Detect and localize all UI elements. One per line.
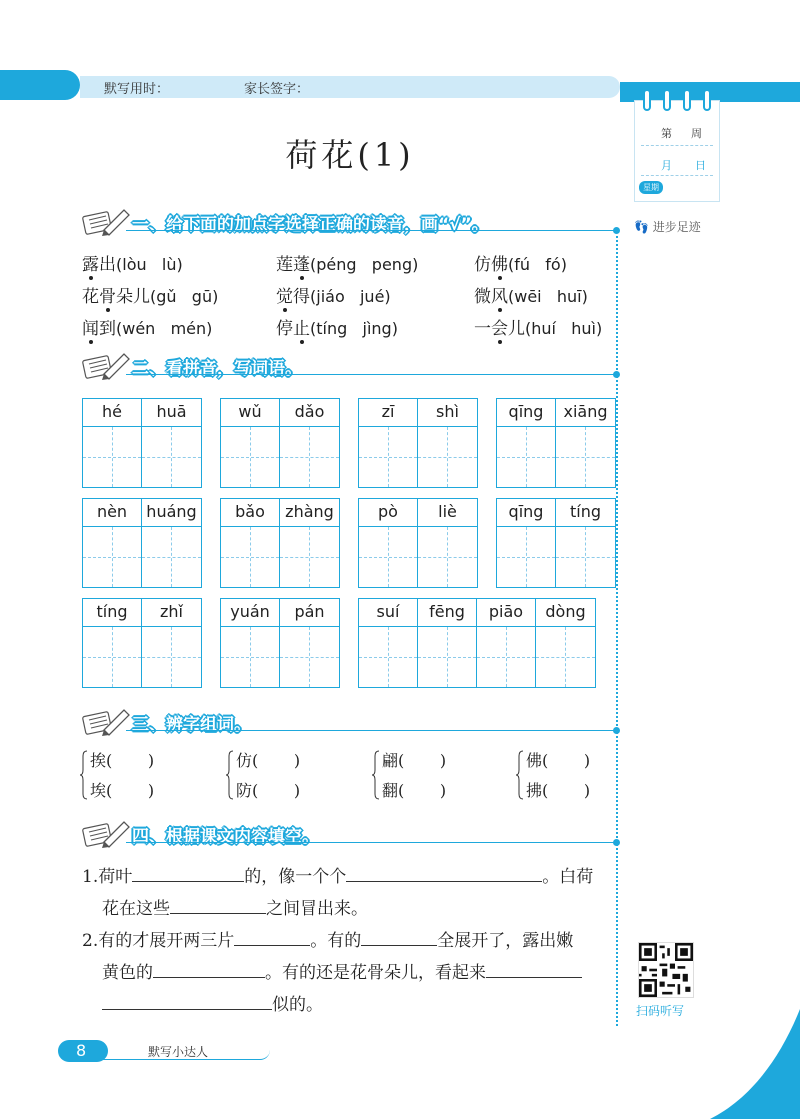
fill-question-2-line-1 (82, 930, 573, 951)
word-group-line[interactable]: 仿( ) (236, 751, 301, 770)
writing-cell[interactable] (142, 399, 201, 487)
word-group-line[interactable]: 拂( ) (526, 781, 591, 800)
section-4-title: 四、根据课文内容填空。 (132, 827, 319, 847)
brace-icon (516, 750, 524, 800)
answer-blank[interactable] (102, 994, 272, 1010)
writing-grid (358, 398, 478, 488)
grid-guide (526, 527, 527, 587)
pinyin-options[interactable]: (fú fó) (508, 255, 567, 274)
pinyin-label: wǔ (238, 402, 262, 421)
pinyin-choice-item (474, 282, 588, 307)
grid-guide (565, 627, 566, 687)
answer-blank[interactable] (234, 930, 310, 946)
pinyin-options[interactable]: (tíng jìng) (310, 319, 398, 338)
grid-guide (309, 427, 310, 487)
writing-grid (82, 498, 202, 588)
writing-cell[interactable] (477, 599, 536, 687)
pinyin-choice-item (276, 250, 418, 275)
writing-cell[interactable] (221, 599, 280, 687)
scan-listen-caption: 扫码听写 (636, 1004, 685, 1018)
pinyin-options[interactable]: (jiáo jué) (310, 287, 391, 306)
word-group (516, 748, 626, 806)
writing-cell[interactable] (221, 499, 280, 587)
word-group-line[interactable]: 防( ) (236, 781, 301, 800)
word-part: 儿 (508, 319, 525, 339)
pinyin-label: bǎo (235, 502, 265, 521)
writing-cell[interactable] (83, 499, 142, 587)
fill-question-2-line-2 (102, 962, 582, 983)
pinyin-choice-item (276, 282, 391, 307)
word-part: 得 (293, 287, 310, 307)
word-part: 一 (474, 319, 491, 339)
page-title: 荷花(1) (285, 136, 415, 174)
question-text: 有的才展开两三片 (98, 931, 235, 951)
section-underline (126, 730, 616, 731)
answer-blank[interactable] (361, 930, 437, 946)
pinyin-label: nèn (96, 502, 128, 521)
pinyin-options[interactable]: (wēi huī) (508, 287, 588, 306)
word-group-line[interactable]: 挨( ) (90, 751, 155, 770)
pinyin-options[interactable]: (wén mén) (116, 319, 213, 338)
footer-label: 默写小达人 (148, 1045, 209, 1059)
writing-grid (358, 598, 596, 688)
word-part: 莲 (276, 255, 293, 275)
writing-cell[interactable] (556, 399, 615, 487)
binder-ring-icon (663, 89, 671, 111)
writing-cell[interactable] (359, 399, 418, 487)
pencil-notebook-icon (80, 818, 132, 848)
pinyin-label: suí (376, 602, 400, 621)
grid-guide (309, 627, 310, 687)
section-3-title: 三、辨字组词。 (132, 715, 251, 735)
section-dot (613, 839, 620, 846)
section-2-title: 二、看拼音，写词语。 (132, 359, 302, 379)
pinyin-label: zhàng (285, 502, 334, 521)
dotted-character: 觉 (276, 282, 293, 307)
answer-blank[interactable] (346, 866, 542, 882)
fill-question-2-line-3 (102, 994, 323, 1015)
grid-guide (250, 427, 251, 487)
pinyin-options[interactable]: (gǔ gū) (150, 287, 219, 306)
pinyin-choice-item (474, 314, 602, 339)
grid-guide (447, 527, 448, 587)
writing-cell[interactable] (418, 399, 477, 487)
weekday-badge: 星期 (639, 181, 663, 194)
question-text: 似的。 (272, 995, 323, 1015)
dotted-character: 闻 (82, 314, 99, 339)
grid-guide (171, 427, 172, 487)
footprints-icon: 👣 (634, 220, 649, 234)
page-corner-decoration (710, 1009, 800, 1119)
section-underline (126, 230, 616, 231)
word-group (80, 748, 190, 806)
word-part: 到 (99, 319, 116, 339)
writing-grid (496, 398, 616, 488)
section-dot (613, 227, 620, 234)
section-1-header (76, 206, 616, 236)
section-3-header (76, 706, 616, 736)
pencil-notebook-icon (80, 350, 132, 380)
grid-guide (112, 527, 113, 587)
grid-guide (506, 627, 507, 687)
header-tab (0, 70, 80, 100)
word-part: 仿 (474, 255, 491, 275)
writing-cell[interactable] (497, 499, 556, 587)
brace-icon (226, 750, 234, 800)
question-text: 花在这些 (102, 899, 170, 919)
question-text: 黄色的 (102, 963, 153, 983)
pinyin-choice-item (82, 282, 218, 307)
week-prefix: 第 (661, 127, 672, 140)
word-group (372, 748, 482, 806)
writing-grid (82, 398, 202, 488)
section-underline (126, 842, 616, 843)
section-underline (126, 374, 616, 375)
question-text: 全展开了，露出嫩 (437, 931, 574, 951)
word-part: 出 (99, 255, 116, 275)
pinyin-label: xiāng (563, 402, 608, 421)
writing-cell[interactable] (536, 599, 595, 687)
dotted-character: 止 (293, 314, 310, 339)
dotted-character: 露 (82, 250, 99, 275)
pinyin-label: hé (102, 402, 122, 421)
writing-cell[interactable] (142, 599, 201, 687)
binder-ring-icon (683, 89, 691, 111)
writing-cell[interactable] (280, 399, 339, 487)
dotted-character: 会 (491, 314, 508, 339)
question-number: 2. (82, 931, 99, 951)
writing-grid (358, 498, 478, 588)
binder-ring-icon (703, 89, 711, 111)
fill-question-1-line-2 (102, 898, 368, 919)
writing-cell[interactable] (497, 399, 556, 487)
pinyin-label: qīng (508, 502, 544, 521)
grid-guide (585, 427, 586, 487)
pinyin-label: zī (381, 402, 395, 421)
writing-grid (82, 598, 202, 688)
question-text: 。有的还是花骨朵儿，看起来 (265, 963, 486, 983)
pinyin-options[interactable]: (péng peng) (310, 255, 419, 274)
writing-cell[interactable] (280, 599, 339, 687)
writing-grid (496, 498, 616, 588)
word-part: 花 (82, 287, 99, 307)
week-suffix: 周 (691, 127, 702, 140)
grid-guide (388, 527, 389, 587)
pencil-notebook-icon (80, 206, 132, 236)
grid-guide (250, 527, 251, 587)
dotted-character: 骨 (99, 282, 116, 307)
word-group (226, 748, 336, 806)
grid-guide (585, 527, 586, 587)
month-label: 月 (661, 159, 672, 172)
grid-guide (526, 427, 527, 487)
pinyin-choice-item (474, 250, 567, 275)
pinyin-choice-item (82, 314, 212, 339)
writing-grid (220, 598, 340, 688)
pinyin-label: dòng (545, 602, 586, 621)
grid-guide (447, 627, 448, 687)
qr-code-icon[interactable] (638, 942, 694, 998)
parent-signature-label: 家长签字： (244, 82, 310, 97)
pinyin-label: tíng (569, 502, 601, 521)
writing-cell[interactable] (83, 399, 142, 487)
writing-cell[interactable] (418, 599, 477, 687)
section-dot (613, 371, 620, 378)
side-dotted-line (616, 236, 618, 1026)
writing-grid (220, 398, 340, 488)
question-text: 。白荷 (542, 867, 594, 887)
grid-guide (388, 627, 389, 687)
word-group-line[interactable]: 翻( ) (382, 781, 447, 800)
brace-icon (80, 750, 88, 800)
pinyin-label: liè (438, 502, 457, 521)
question-text: 。有的 (310, 931, 362, 951)
pinyin-label: piāo (488, 602, 524, 621)
pinyin-label: dǎo (294, 402, 325, 421)
question-text: 的，像一个个 (244, 867, 347, 887)
writing-cell[interactable] (221, 399, 280, 487)
grid-guide (388, 427, 389, 487)
dotted-character: 佛 (491, 250, 508, 275)
grid-guide (112, 427, 113, 487)
pinyin-label: fēng (429, 602, 465, 621)
word-part: 微 (474, 287, 491, 307)
section-4-header (76, 818, 616, 848)
pinyin-options[interactable]: (lòu lù) (116, 255, 183, 274)
pinyin-options[interactable]: (huí huì) (525, 319, 603, 338)
grid-guide (112, 627, 113, 687)
section-dot (613, 727, 620, 734)
writing-cell[interactable] (556, 499, 615, 587)
answer-blank[interactable] (132, 866, 244, 882)
section-1-title: 一、给下面的加点字选择正确的读音，画“√”。 (132, 215, 489, 235)
writing-cell[interactable] (142, 499, 201, 587)
dotted-character: 风 (491, 282, 508, 307)
progress-steps (634, 218, 701, 235)
dictation-time-label: 默写用时： (104, 82, 170, 97)
pinyin-label: zhǐ (160, 602, 183, 621)
pinyin-label: qīng (508, 402, 544, 421)
pinyin-label: tíng (96, 602, 128, 621)
writing-cell[interactable] (83, 599, 142, 687)
writing-cell[interactable] (418, 499, 477, 587)
brace-icon (372, 750, 380, 800)
word-part: 朵儿 (116, 287, 150, 307)
writing-cell[interactable] (280, 499, 339, 587)
question-text: 之间冒出来。 (266, 899, 368, 919)
question-text: 荷叶 (98, 867, 133, 887)
pinyin-label: pò (378, 502, 398, 521)
pinyin-choice-item (276, 314, 398, 339)
pinyin-label: shì (436, 402, 459, 421)
answer-blank[interactable] (486, 962, 582, 978)
pencil-notebook-icon (80, 706, 132, 736)
pinyin-label: yuán (230, 602, 270, 621)
fill-question-1-line-1 (82, 866, 593, 887)
word-group-line[interactable]: 埃( ) (90, 781, 155, 800)
grid-guide (250, 627, 251, 687)
word-part: 停 (276, 319, 293, 339)
word-group-line[interactable]: 翩( ) (382, 751, 447, 770)
grid-guide (447, 427, 448, 487)
pinyin-label: pán (294, 602, 325, 621)
dotted-character: 蓬 (293, 250, 310, 275)
pinyin-label: huā (156, 402, 187, 421)
pinyin-choice-item (82, 250, 183, 275)
grid-guide (309, 527, 310, 587)
grid-guide (171, 527, 172, 587)
word-group-line[interactable]: 佛( ) (526, 751, 591, 770)
progress-steps-label: 进步足迹 (652, 220, 701, 234)
answer-blank[interactable] (153, 962, 265, 978)
section-2-header (76, 350, 616, 380)
writing-grid (220, 498, 340, 588)
day-label: 日 (695, 159, 706, 172)
pinyin-label: huáng (146, 502, 197, 521)
binder-ring-icon (643, 89, 651, 111)
page-number: 8 (58, 1040, 108, 1062)
writing-cell[interactable] (359, 499, 418, 587)
writing-cell[interactable] (359, 599, 418, 687)
question-number: 1. (82, 867, 99, 887)
grid-guide (171, 627, 172, 687)
answer-blank[interactable] (170, 898, 266, 914)
